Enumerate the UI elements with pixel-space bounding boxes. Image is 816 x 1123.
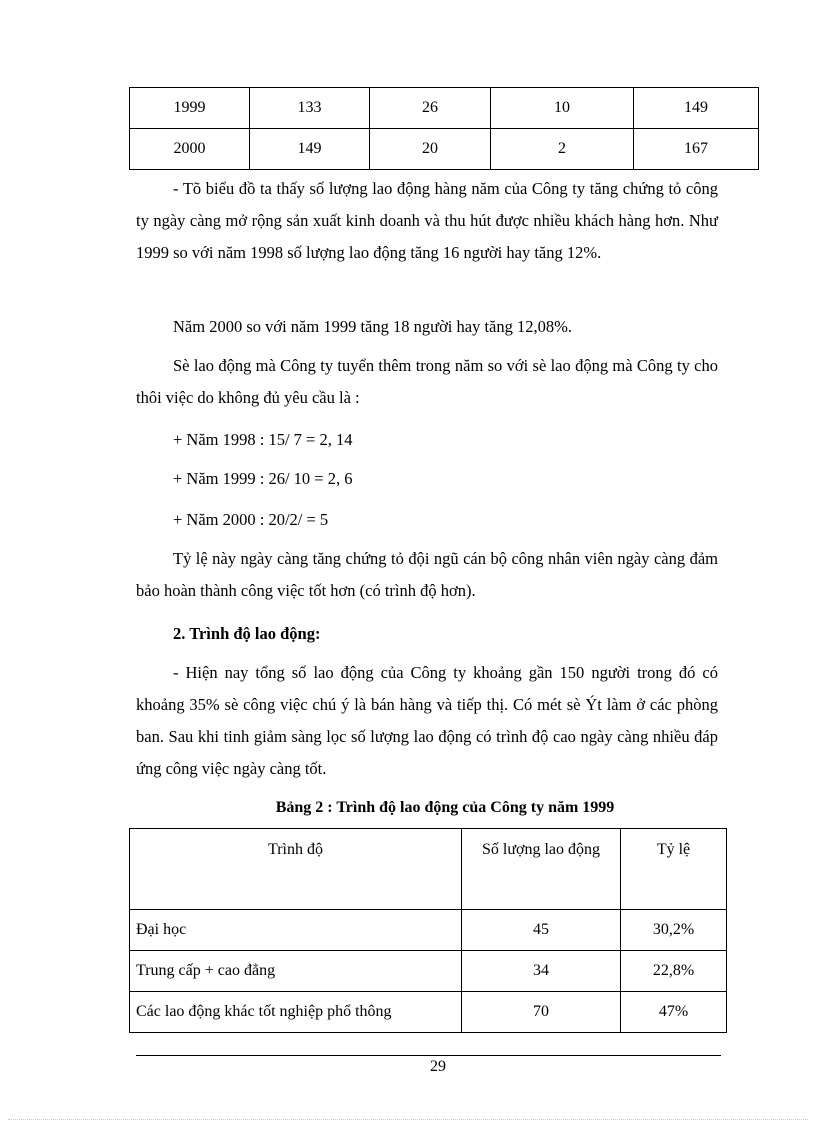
- table-cell: 22,8%: [621, 951, 727, 992]
- table-cell: Trung cấp + cao đẳng: [130, 951, 462, 992]
- table-cell: 10: [491, 88, 634, 129]
- table-cell: 26: [370, 88, 491, 129]
- table-row: [130, 129, 759, 170]
- header-cell: Tỷ lệ: [621, 829, 727, 910]
- table-cell: Đại học: [130, 910, 462, 951]
- paragraph-labor-growth: - Tõ biểu đồ ta thấy số lượng lao động hàng năm của Công ty tăng chứng tỏ công ty ngày càng mở rộng sản xuất kinh doanh và thu hút được nhiều khách hàng hơn. Như 1999 so với năm 1998 số lượng lao động tăng 16 người hay tăng 12%.: [136, 179, 718, 262]
- table-cell: 34: [462, 951, 621, 992]
- page-number: 29: [430, 1058, 446, 1075]
- table-cell: 149: [250, 129, 370, 170]
- table-cell: 133: [250, 88, 370, 129]
- ratio-2000: + Năm 2000 : 20/2/ = 5: [173, 510, 329, 529]
- paragraph-labor-qualification: - Hiện nay tổng số lao động của Công ty khoảng gần 150 người trong đó có khoảng 35% sè công việc chú ý là bán hàng và tiếp thị. Có mét sè Ýt làm ở các phòng ban. Sau khi tinh giảm sàng lọc số lượng lao động có trình độ cao ngày càng nhiều đáp ứng công việc ngày càng tốt.: [136, 663, 718, 778]
- table-cell: 149: [634, 88, 759, 129]
- page-bottom-border: [8, 1119, 808, 1120]
- header-cell: Số lượng lao động: [462, 829, 621, 910]
- table-row: [130, 992, 727, 1033]
- table-cell: 1999: [130, 88, 250, 129]
- header-cell: Trình độ: [130, 829, 462, 910]
- ratio-1999: + Năm 1999 : 26/ 10 = 2, 6: [173, 469, 353, 488]
- table-header-row: [130, 829, 727, 910]
- table-cell: 167: [634, 129, 759, 170]
- footer-divider: [136, 1055, 721, 1056]
- table-cell: 45: [462, 910, 621, 951]
- table-cell: 20: [370, 129, 491, 170]
- qualification-table: [129, 828, 727, 1033]
- table-cell: 47%: [621, 992, 727, 1033]
- table-cell: 2000: [130, 129, 250, 170]
- table-cell: 30,2%: [621, 910, 727, 951]
- paragraph-ratio-conclusion: Tỷ lệ này ngày càng tăng chứng tỏ đội ngũ cán bộ công nhân viên ngày càng đảm bảo hoàn thành công việc tốt hơn (có trình độ hơn).: [136, 549, 718, 600]
- table-cell: 2: [491, 129, 634, 170]
- labor-table-continued: [129, 87, 759, 170]
- table-row: [130, 88, 759, 129]
- table-cell: Các lao động khác tốt nghiệp phổ thông: [130, 992, 462, 1033]
- table-cell: 70: [462, 992, 621, 1033]
- paragraph-hiring-ratio: Sè lao động mà Công ty tuyển thêm trong năm so với sè lao động mà Công ty cho thôi việc do không đủ yêu cầu là :: [136, 356, 718, 407]
- paragraph-2000-growth: Năm 2000 so với năm 1999 tăng 18 người hay tăng 12,08%.: [173, 317, 572, 336]
- table-row: [130, 951, 727, 992]
- table-caption: Bảng 2 : Trình độ lao động của Công ty năm 1999: [275, 799, 615, 816]
- section-heading: 2. Trình độ lao động:: [173, 624, 321, 643]
- table-row: [130, 910, 727, 951]
- ratio-1998: + Năm 1998 : 15/ 7 = 2, 14: [173, 430, 353, 449]
